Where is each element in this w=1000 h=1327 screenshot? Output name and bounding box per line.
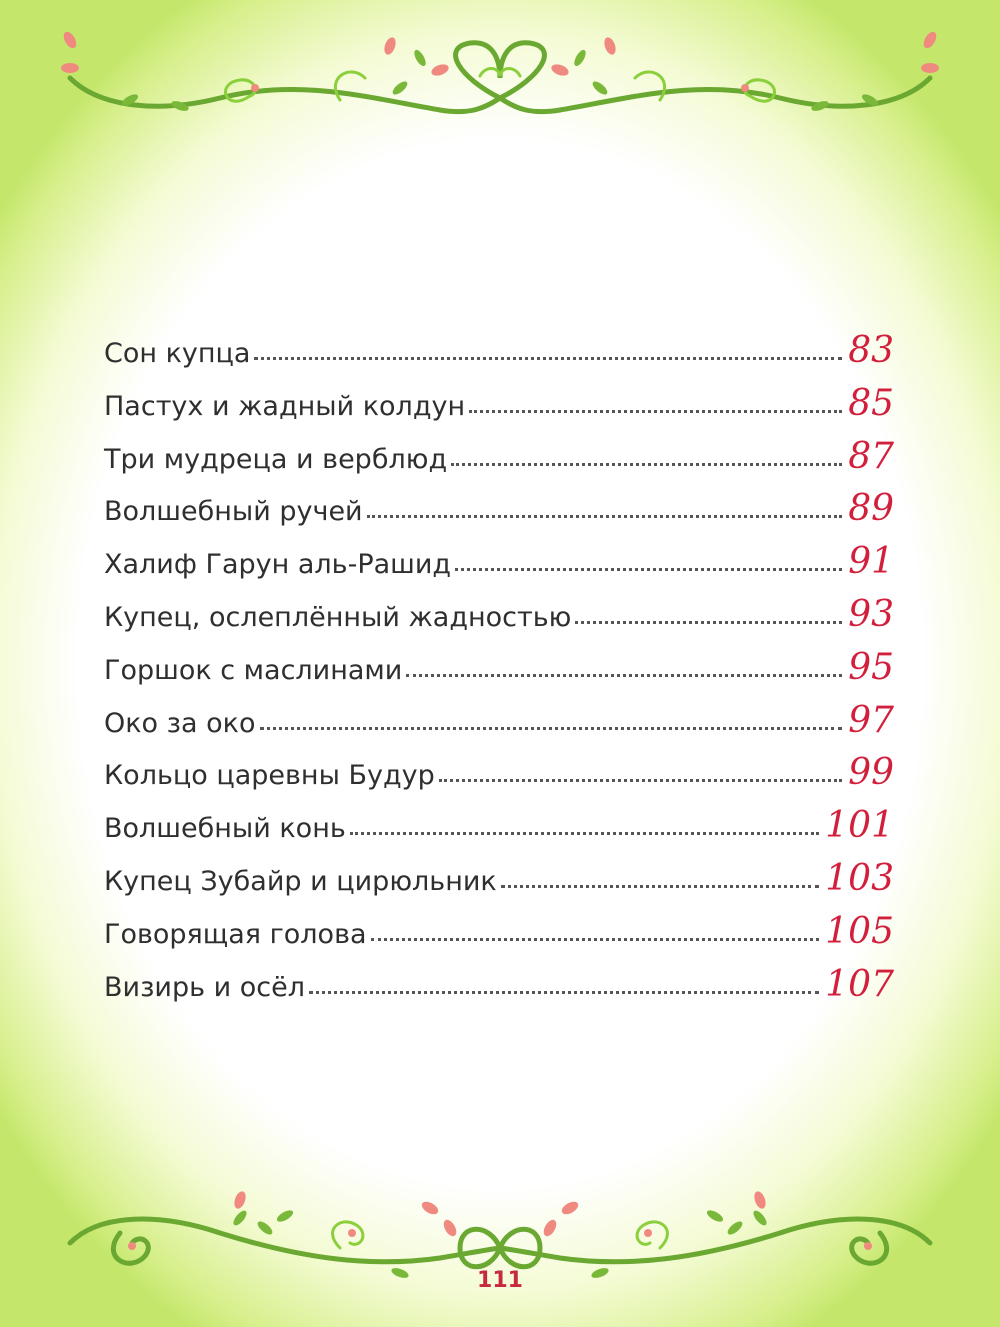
toc-entry-title: Пастух и жадный колдун <box>104 390 466 422</box>
toc-entry-title: Говорящая голова <box>104 918 367 950</box>
toc-entry-title: Кольцо царевны Будур <box>104 760 435 792</box>
toc-entry-title: Три мудреца и верблюд <box>104 443 448 475</box>
toc-entry-page: 101 <box>825 805 894 847</box>
page-number: 111 <box>477 1268 523 1293</box>
table-of-contents <box>104 330 894 1016</box>
toc-entry-page: 105 <box>825 910 894 952</box>
toc-entry[interactable] <box>104 436 894 489</box>
toc-entry-page: 103 <box>825 857 894 899</box>
toc-entry-page: 93 <box>848 593 894 635</box>
toc-entry-page: 95 <box>848 646 894 688</box>
vine-ornament-top <box>40 18 960 138</box>
toc-entry-page: 83 <box>848 330 894 371</box>
toc-entry-title: Халиф Гарун аль-Рашид <box>104 549 452 581</box>
toc-entry[interactable] <box>104 911 894 964</box>
toc-entry-title: Око за око <box>104 707 256 739</box>
toc-entry-page: 87 <box>848 435 894 477</box>
toc-entry-title: Купец, ослеплённый жадностью <box>104 601 572 633</box>
toc-entry[interactable] <box>104 647 894 700</box>
dot-leader <box>260 727 843 730</box>
toc-entry[interactable] <box>104 541 894 594</box>
toc-entry[interactable] <box>104 964 894 1017</box>
dot-leader <box>350 832 820 835</box>
toc-entry[interactable] <box>104 805 894 858</box>
dot-leader <box>455 568 842 571</box>
toc-entry-title: Горшок с маслинами <box>104 654 403 686</box>
toc-entry-page: 89 <box>848 488 894 530</box>
dot-leader <box>371 938 820 941</box>
toc-entry[interactable] <box>104 752 894 805</box>
toc-entry-title: Волшебный ручей <box>104 496 363 528</box>
dot-leader <box>469 410 842 413</box>
dot-leader <box>451 463 842 466</box>
dot-leader <box>406 674 842 677</box>
toc-entry[interactable] <box>104 700 894 753</box>
dot-leader <box>309 991 819 994</box>
toc-entry[interactable] <box>104 594 894 647</box>
toc-entry-title: Визирь и осёл <box>104 971 305 1003</box>
dot-leader <box>501 885 820 888</box>
dot-leader <box>439 779 842 782</box>
toc-entry-title: Сон купца <box>104 338 251 369</box>
toc-entry-page: 99 <box>848 752 894 794</box>
toc-entry-title: Волшебный конь <box>104 813 346 845</box>
toc-entry-page: 91 <box>848 541 894 583</box>
dot-leader <box>575 621 842 624</box>
toc-entry-page: 97 <box>848 699 894 741</box>
toc-entry[interactable] <box>104 858 894 911</box>
toc-entry[interactable] <box>104 488 894 541</box>
toc-entry-page: 107 <box>825 963 894 1005</box>
toc-entry[interactable] <box>104 330 894 383</box>
dot-leader <box>367 515 843 518</box>
toc-entry-page: 85 <box>848 382 894 424</box>
toc-entry-title: Купец Зубайр и цирюльник <box>104 865 497 897</box>
toc-entry[interactable] <box>104 383 894 436</box>
dot-leader <box>254 357 842 360</box>
